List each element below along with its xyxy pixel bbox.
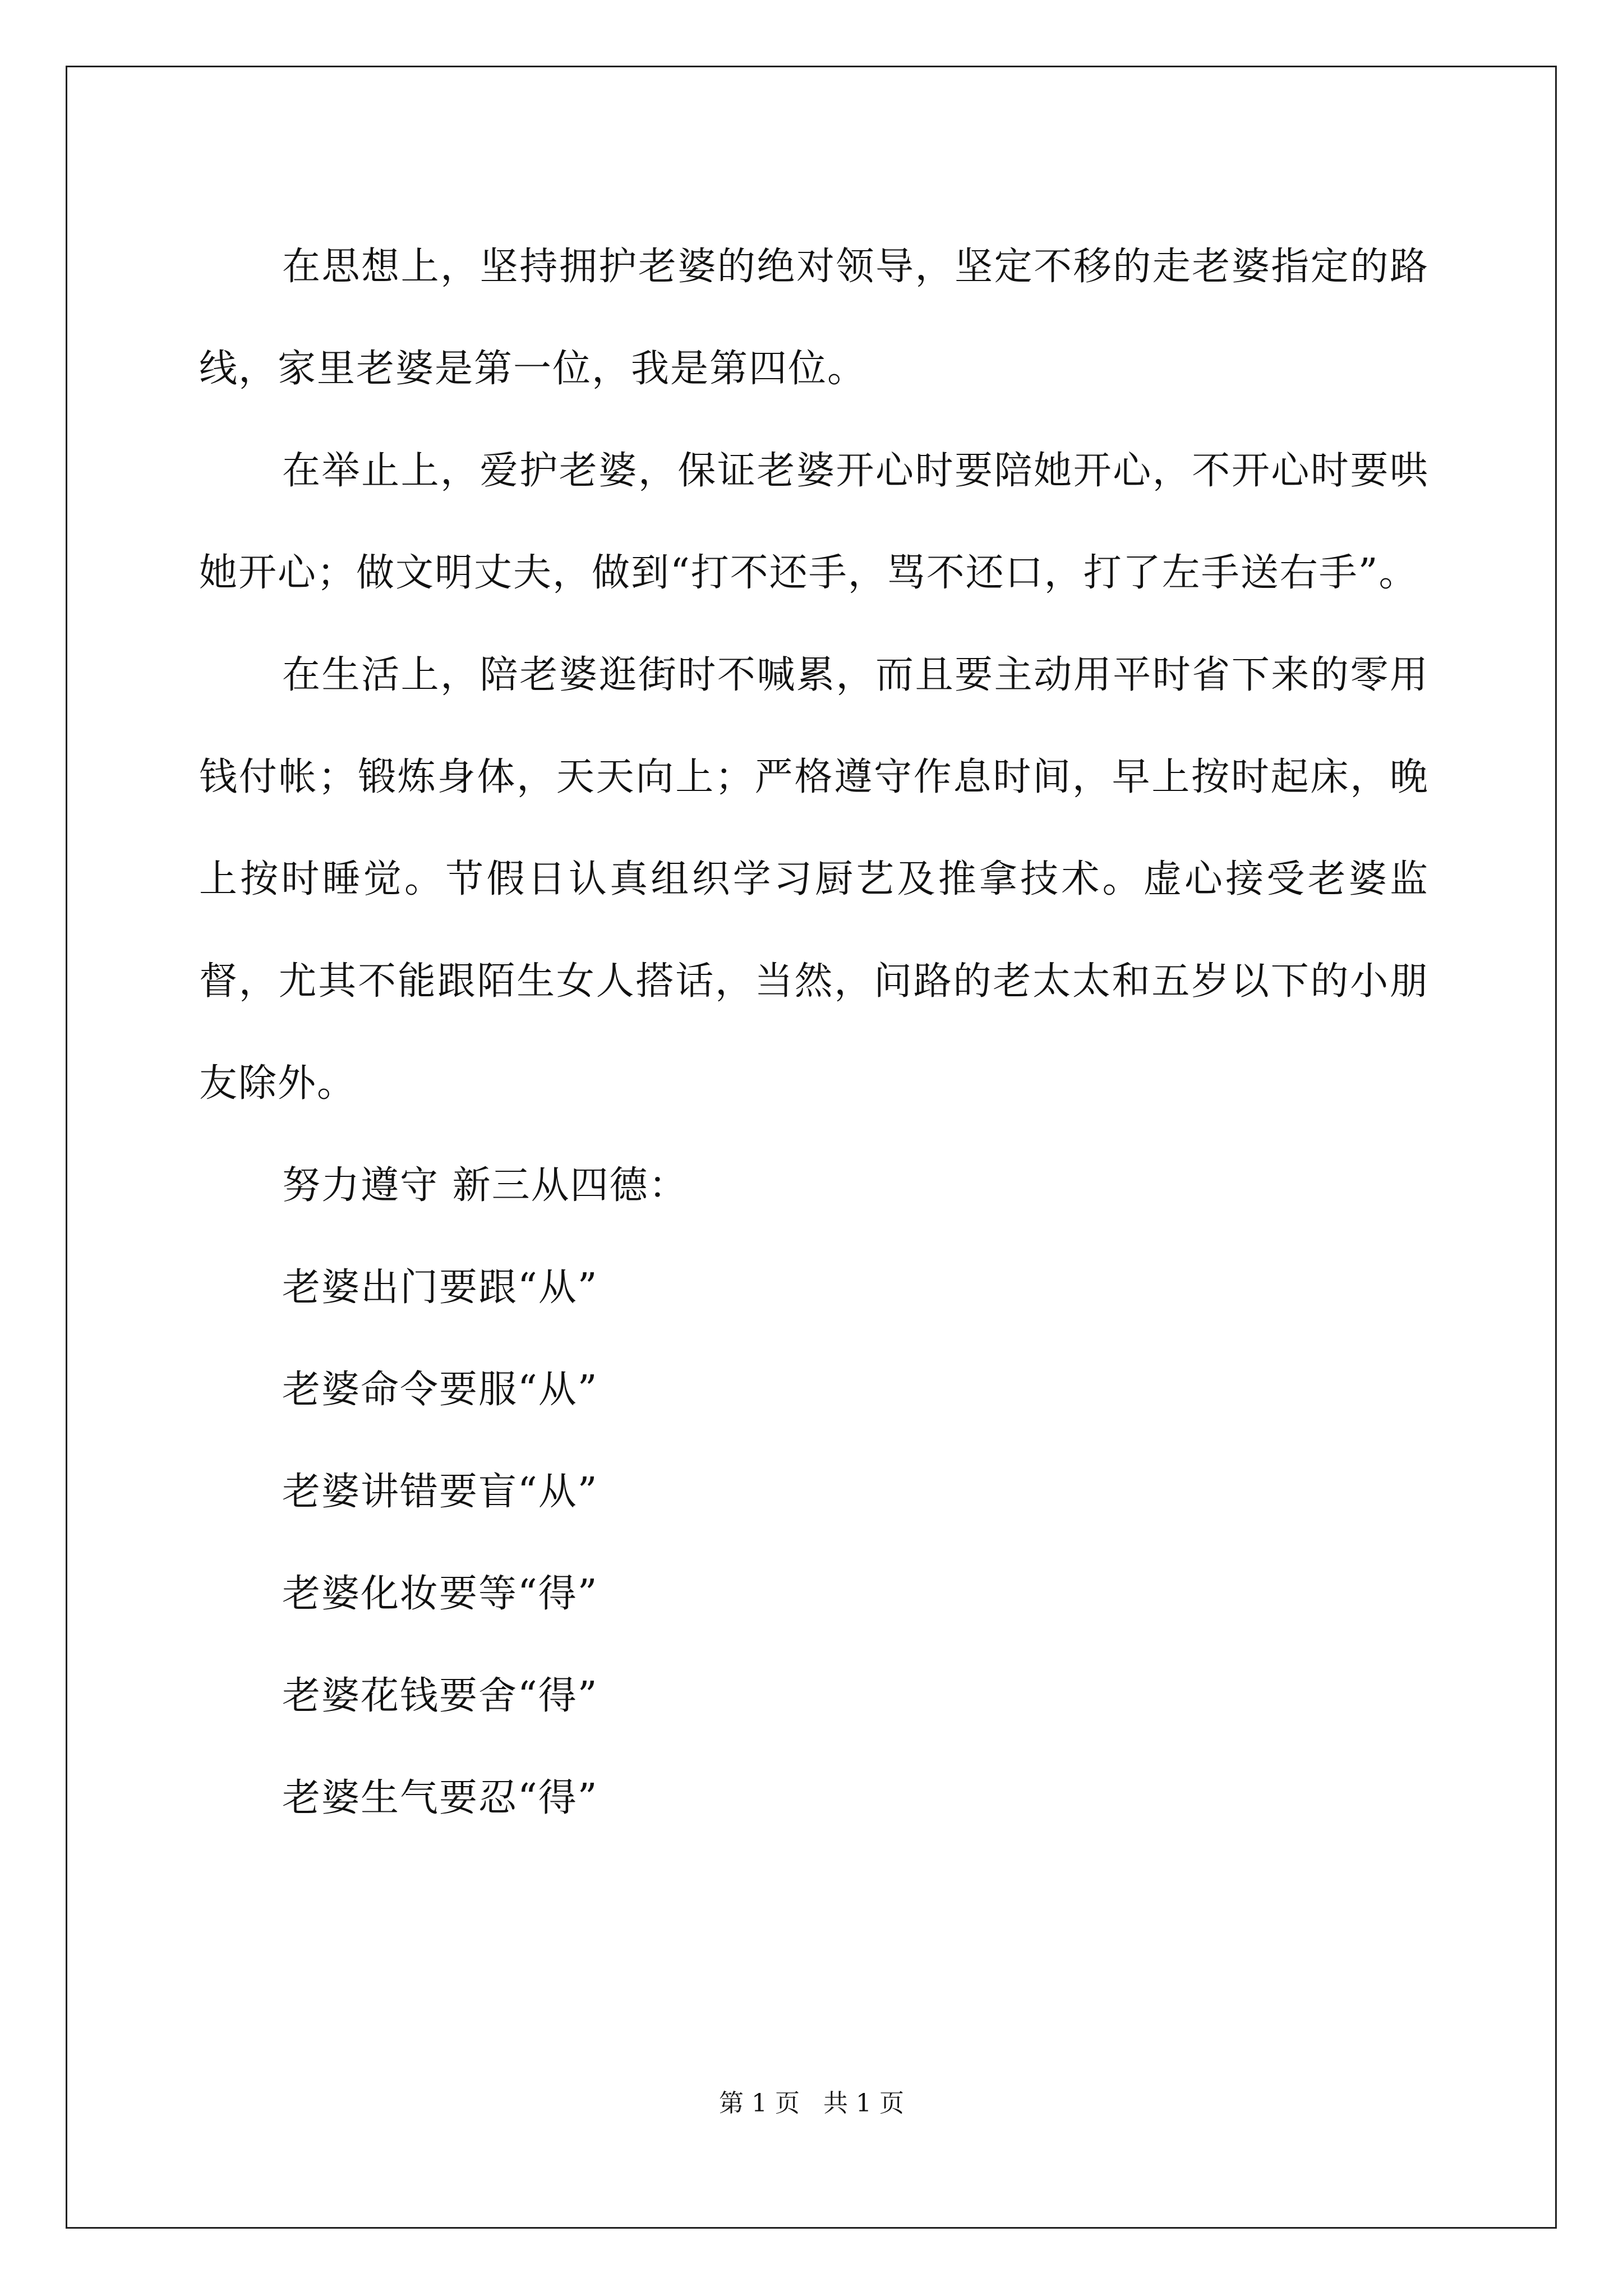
rule-item: 老婆讲错要盲“从” bbox=[282, 1470, 598, 1514]
rule-item: 老婆出门要跟“从” bbox=[282, 1266, 598, 1310]
page-number: 第 1 页 共 1 页 bbox=[719, 2089, 904, 2118]
paragraph-life: 在生活上，陪老婆逛街时不喊累，而且要主动用平时省下来的零用钱付帐；锻炼身体，天天向上；严格遵守作息时间，早上按时起床，晚上按时睡觉。节假日认真组织学习厨艺及推拿技术。虚心接受老婆监督，尤其不能跟陌生女人搭话，当然，问路的老太太和五岁以下的小朋友除外。 bbox=[199, 653, 1429, 1106]
paragraph-behavior: 在举止上，爱护老婆，保证老婆开心时要陪她开心，不开心时要哄她开心；做文明丈夫，做到“打不还手，骂不还口，打了左手送右手”。 bbox=[199, 449, 1429, 595]
rule-item: 老婆化妆要等“得” bbox=[282, 1572, 598, 1616]
paragraph-thought: 在思想上，坚持拥护老婆的绝对领导，坚定不移的走老婆指定的路线，家里老婆是第一位，我是第四位。 bbox=[199, 245, 1429, 391]
document-body bbox=[199, 216, 1429, 1849]
paragraph-rules-intro: 努力遵守 新三从四德： bbox=[282, 1163, 688, 1208]
rule-item: 老婆命令要服“从” bbox=[282, 1368, 598, 1412]
page-footer bbox=[0, 2087, 1623, 2120]
rule-item: 老婆生气要忍“得” bbox=[282, 1776, 598, 1820]
rule-item: 老婆花钱要舍“得” bbox=[282, 1674, 598, 1718]
